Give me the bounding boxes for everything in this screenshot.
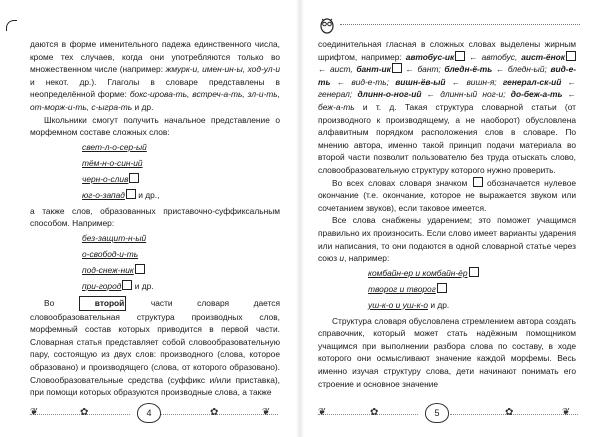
paragraph: Во всех словах словаря значком обозначается нулевое окончание (т.е. окончание, которое не выражается звуком или сочетанием звуков), если таковое имеется. [318, 177, 577, 213]
leaf-ornament: ❦ [30, 407, 39, 418]
paragraph: Школьники смогут получить начальное представление о морфемном составе сложных слов: [30, 114, 280, 138]
header-vine [340, 24, 580, 25]
paragraph: соединительная гласная в сложных словах выделены жирным шрифтом, например: автобус-ик ← автобус, аист-ёнок ← аист, бант-ик ← бант; бледн-ё-ть ← бледн-ый; вид-е-ть ← вид-е-ть; вишн-ёв-ый ← вишн-я; генерал-ск-ий ← генерал; длинн-о-ног-ий ← длинн-ый ног-и; до-беж-а-ть ← беж-а-ть и т. д. Такая структура словарной статьи (от производного к производящему, а не наоборот) обусловлена алфавитным порядком расположения слов в словаре. По мнению автора, именно такой принцип подачи материала во второй части позволит пользователю без труда отыскать слово, словообразовательную структуру которого нужно проверить. [318, 39, 577, 175]
right-footer [300, 403, 600, 423]
zero-ending-box [135, 264, 145, 274]
paragraph: а также слов, образованных приставочно-суффиксальным способом. Например: [30, 205, 280, 229]
leaf-ornament: ✿ [80, 407, 89, 418]
left-page-text [30, 38, 280, 399]
zero-ending-box [473, 177, 483, 187]
leaf-ornament: ❦ [318, 407, 327, 418]
leaf-ornament: ✿ [210, 407, 219, 418]
example-word: свет-л-о-сер-ый [82, 141, 147, 152]
owl-icon [318, 16, 336, 34]
example-word: уш-к-о и уш-к-о и др. [368, 299, 450, 310]
zero-ending-box [129, 173, 139, 183]
corner-curl-ornament [6, 20, 17, 31]
paragraph: Структура словаря обусловлена стремлением автора создать справочник, который может стать надёжным помощником учащимся при выполнении разбора слова по составу, в ходе которого они осмысливают значение каждой морфемы. Весь именно изучая структуру слова, дети начинают понимать его строение и основное значение [318, 315, 576, 389]
example-word: творог и творог [368, 283, 576, 296]
right-page-text [318, 38, 576, 390]
zero-ending-box [126, 189, 136, 199]
example-word: при-город и др. [82, 280, 154, 291]
example-word: без-защит-н-ый [82, 232, 147, 243]
leaf-ornament: ❦ [562, 407, 571, 418]
example-word: юг-о-запад и др., [82, 189, 160, 200]
leaf-ornament: ❦ [262, 407, 271, 418]
zero-ending-box [122, 280, 132, 290]
example-word: о-свобод-и-ть [82, 248, 139, 259]
example-word: черн-о-слив [82, 173, 280, 186]
example-word: тём-н-о-син-ий [82, 157, 143, 168]
page-number: 4 [137, 403, 161, 423]
left-footer [0, 403, 300, 423]
paragraph: даются в форме именительного падежа единственного числа, кроме тех случаев, когда они употребляются только во множественном числе (например: жмурк-и, имен-ин-ы, ход-ул-и и некот. др.). Глаголы в словаре представлены в неопределённой форме: бокс-ирова-ть, встреч-а-ть, зл-и-ть, от-морж-и-ть, с-ыгра-ть и др. [30, 39, 281, 112]
example-word: под-снеж-ник [82, 264, 280, 277]
paragraph: Во второй части словаря дается словообразовательная структура производных слов, морфемный состав которых приводится в первой части. Словарная статья представляет собой словообразовательную пару, состоящую из двух слов: производного (слова, которое образовано) и производящего (слова, от которого образовано). Словообразовательные средства (суффикс и/или приставка), при помощи которых образуются производные слова, а также [30, 297, 281, 398]
leaf-ornament: ✿ [370, 407, 379, 418]
example-word: комбайн-ер и комбайн-ёр [368, 267, 576, 280]
right-page [300, 0, 600, 437]
paragraph: Все слова снабжены ударением; это поможет учащимся правильно их произносить. Если слово имеет варианты ударения или написания, то они подаются в одной словарной статье через союз и, например: [318, 215, 576, 264]
leaf-ornament: ✿ [505, 407, 514, 418]
page-number: 5 [425, 403, 449, 423]
